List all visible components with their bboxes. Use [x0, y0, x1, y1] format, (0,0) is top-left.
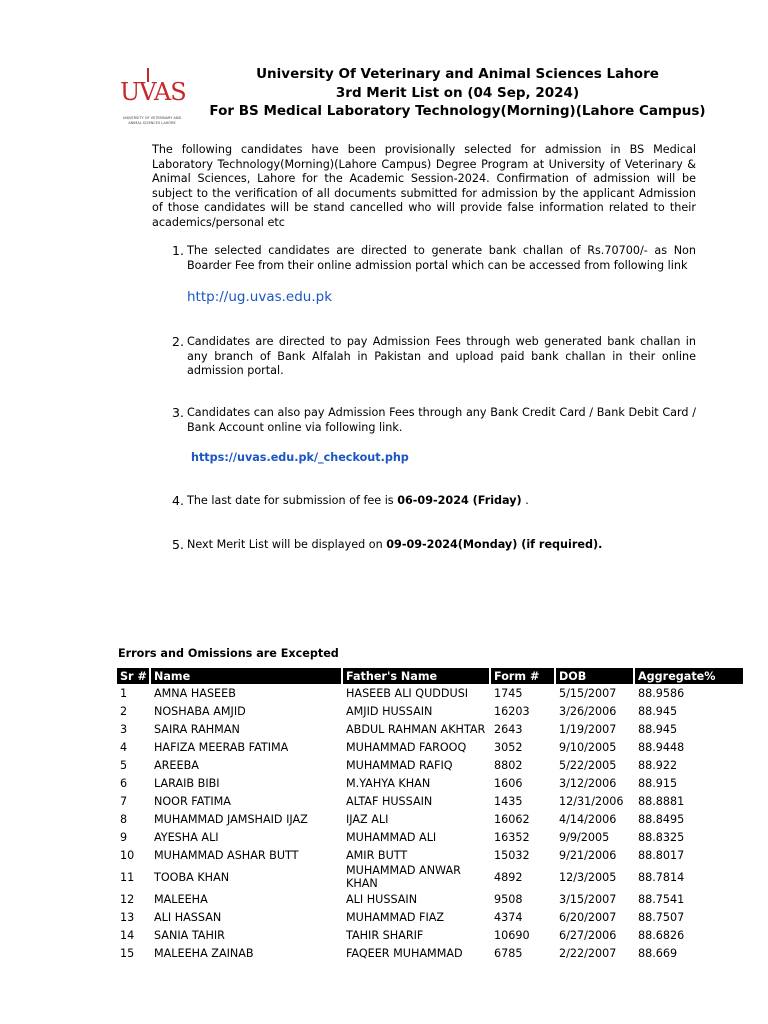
- cell-form: 1435: [494, 794, 523, 808]
- cell-aggregate: 88.669: [638, 946, 678, 960]
- cell-aggregate: 88.8881: [638, 794, 685, 808]
- cell-dob: 9/10/2005: [559, 740, 617, 754]
- cell-sr: 7: [120, 794, 128, 808]
- cell-sr: 8: [120, 812, 128, 826]
- cell-form: 3052: [494, 740, 523, 754]
- table-row: [117, 756, 743, 774]
- cell-sr: 13: [120, 910, 135, 924]
- cell-name: MUHAMMAD JAMSHAID IJAZ: [154, 812, 308, 826]
- cell-aggregate: 88.9448: [638, 740, 685, 754]
- cell-dob: 1/19/2007: [559, 722, 617, 736]
- program-title: For BS Medical Laboratory Technology(Morning)(Lahore Campus): [209, 103, 706, 119]
- cell-father-name: FAQEER MUHAMMAD: [346, 946, 463, 960]
- cell-dob: 9/21/2006: [559, 848, 617, 862]
- cell-dob: 12/31/2006: [559, 794, 624, 808]
- instruction-text: Next Merit List will be displayed on: [187, 538, 387, 551]
- table-row: [117, 702, 743, 720]
- table-row: [117, 944, 743, 962]
- uvas-logo: [120, 66, 184, 136]
- table-row: [117, 890, 743, 908]
- instruction-text: The selected candidates are directed to generate bank challan of Rs.70700/- as Non Boarder Fee from their online admission portal which can be accessed from following link: [187, 244, 696, 272]
- instruction-number: 4.: [172, 493, 184, 508]
- cell-aggregate: 88.6826: [638, 928, 685, 942]
- instruction-2: [172, 335, 696, 379]
- cell-aggregate: 88.922: [638, 758, 678, 772]
- instruction-text: Candidates are directed to pay Admission Fees through web generated bank challan in any branch of Bank Alfalah in Pakistan and upload paid bank challan in their online admission portal.: [187, 335, 696, 377]
- cell-dob: 6/20/2007: [559, 910, 617, 924]
- cell-dob: 3/15/2007: [559, 892, 617, 906]
- cell-name: MUHAMMAD ASHAR BUTT: [154, 848, 299, 862]
- instruction-number: 1.: [172, 243, 184, 258]
- errors-note: Errors and Omissions are Excepted: [118, 647, 339, 660]
- cell-form: 2643: [494, 722, 523, 736]
- cell-father-name: MUHAMMAD RAFIQ: [346, 758, 453, 772]
- cell-form: 9508: [494, 892, 523, 906]
- cell-name: TOOBA KHAN: [154, 870, 230, 884]
- cell-sr: 14: [120, 928, 135, 942]
- instruction-3: [172, 406, 696, 435]
- cell-dob: 9/9/2005: [559, 830, 610, 844]
- cell-name: AREEBA: [154, 758, 199, 772]
- header-sr: Sr #: [117, 668, 151, 684]
- header-aggregate: Aggregate%: [635, 668, 743, 684]
- cell-name: HAFIZA MEERAB FATIMA: [154, 740, 289, 754]
- cell-sr: 1: [120, 686, 128, 700]
- cell-sr: 6: [120, 776, 128, 790]
- instruction-4: [172, 494, 696, 509]
- cell-father-name: AMJID HUSSAIN: [346, 704, 433, 718]
- cell-sr: 12: [120, 892, 135, 906]
- cell-name: SAIRA RAHMAN: [154, 722, 240, 736]
- cell-sr: 4: [120, 740, 128, 754]
- table-row: [117, 846, 743, 864]
- cell-dob: 4/14/2006: [559, 812, 617, 826]
- cell-father-name: ALTAF HUSSAIN: [346, 794, 433, 808]
- cell-form: 16352: [494, 830, 530, 844]
- instruction-number: 2.: [172, 334, 184, 349]
- header-name: Name: [151, 668, 343, 684]
- cell-dob: 3/26/2006: [559, 704, 617, 718]
- instruction-text-end: .: [521, 494, 529, 507]
- cell-aggregate: 88.8325: [638, 830, 685, 844]
- cell-aggregate: 88.7814: [638, 870, 685, 884]
- cell-sr: 3: [120, 722, 128, 736]
- cell-form: 8802: [494, 758, 523, 772]
- cell-name: NOSHABA AMJID: [154, 704, 246, 718]
- cell-name: ALI HASSAN: [154, 910, 222, 924]
- table-row: [117, 684, 743, 702]
- cell-name: AYESHA ALI: [154, 830, 219, 844]
- cell-name: NOOR FATIMA: [154, 794, 231, 808]
- cell-aggregate: 88.8495: [638, 812, 685, 826]
- cell-father-name: AMIR BUTT: [346, 848, 408, 862]
- cell-father-name: MUHAMMAD ALI: [346, 830, 437, 844]
- cell-form: 4892: [494, 870, 523, 884]
- cell-sr: 5: [120, 758, 128, 772]
- table-row: [117, 720, 743, 738]
- cell-form: 1606: [494, 776, 523, 790]
- cell-aggregate: 88.945: [638, 704, 678, 718]
- cell-form: 6785: [494, 946, 523, 960]
- table-row: [117, 792, 743, 810]
- table-row: [117, 864, 743, 890]
- cell-dob: 2/22/2007: [559, 946, 617, 960]
- cell-aggregate: 88.8017: [638, 848, 685, 862]
- instruction-text: The last date for submission of fee is: [187, 494, 398, 507]
- cell-sr: 9: [120, 830, 128, 844]
- instruction-number: 5.: [172, 537, 184, 552]
- cell-father-name: MUHAMMAD FIAZ: [346, 910, 445, 924]
- cell-father-name: TAHIR SHARIF: [346, 928, 424, 942]
- cell-aggregate: 88.7507: [638, 910, 685, 924]
- instruction-number: 3.: [172, 405, 184, 420]
- table-row: [117, 926, 743, 944]
- header-form: Form #: [491, 668, 556, 684]
- cell-father-name: ALI HUSSAIN: [346, 892, 418, 906]
- table-row: [117, 810, 743, 828]
- intro-paragraph: The following candidates have been provisionally selected for admission in BS Medical Laboratory Technology(Morning)(Lahore Campus) Degree Program at University of Veterinary & Animal Sciences, Lahore for the Academic Session-2024. Confirmation of admission will be subject to the verification of all documents submitted for admission by the applicant Admission of those candidates will be stand cancelled who will provide false information related to their academics/personal etc: [152, 143, 696, 229]
- cell-form: 15032: [494, 848, 530, 862]
- cell-sr: 11: [120, 870, 135, 884]
- table-row: [117, 908, 743, 926]
- checkout-link[interactable]: https://uvas.edu.pk/_checkout.php: [191, 451, 409, 464]
- cell-name: AMNA HASEEB: [154, 686, 236, 700]
- next-merit-date: 09-09-2024(Monday) (if required).: [386, 538, 603, 551]
- cell-dob: 3/12/2006: [559, 776, 617, 790]
- cell-aggregate: 88.945: [638, 722, 678, 736]
- logo-text: UVAS: [120, 78, 186, 106]
- cell-aggregate: 88.915: [638, 776, 678, 790]
- header-dob: DOB: [556, 668, 635, 684]
- cell-sr: 10: [120, 848, 135, 862]
- table-header-row: [117, 668, 743, 684]
- cell-father-name: IJAZ ALI: [346, 812, 389, 826]
- merit-table: [117, 668, 743, 962]
- table-row: [117, 774, 743, 792]
- cell-father-name: MUHAMMAD FAROOQ: [346, 740, 467, 754]
- fee-deadline: 06-09-2024 (Friday): [397, 494, 522, 507]
- cell-name: LARAIB BIBI: [154, 776, 220, 790]
- logo-subtext: UNIVERSITY OF VETERINARY AND ANIMAL SCIENCES LAHORE: [122, 116, 182, 125]
- cell-dob: 12/3/2005: [559, 870, 617, 884]
- cell-father-name: HASEEB ALI QUDDUSI: [346, 686, 469, 700]
- table-row: [117, 828, 743, 846]
- cell-form: 4374: [494, 910, 523, 924]
- admission-portal-link[interactable]: http://ug.uvas.edu.pk: [187, 289, 333, 305]
- instruction-5: [172, 538, 696, 553]
- cell-name: SANIA TAHIR: [154, 928, 225, 942]
- instruction-1: [172, 244, 696, 273]
- cell-father-name: M.YAHYA KHAN: [346, 776, 431, 790]
- cell-form: 16203: [494, 704, 530, 718]
- cell-sr: 15: [120, 946, 135, 960]
- cell-sr: 2: [120, 704, 128, 718]
- cell-form: 1745: [494, 686, 523, 700]
- cell-form: 16062: [494, 812, 530, 826]
- cell-father-name: MUHAMMAD ANWAR KHAN: [346, 864, 461, 890]
- cell-dob: 5/15/2007: [559, 686, 617, 700]
- instruction-text: Candidates can also pay Admission Fees through any Bank Credit Card / Bank Debit Card / Bank Account online via following link.: [187, 406, 696, 434]
- cell-dob: 6/27/2006: [559, 928, 617, 942]
- cell-aggregate: 88.7541: [638, 892, 685, 906]
- cell-name: MALEEHA ZAINAB: [154, 946, 254, 960]
- cell-dob: 5/22/2005: [559, 758, 617, 772]
- table-row: [117, 738, 743, 756]
- cell-aggregate: 88.9586: [638, 686, 685, 700]
- merit-list-subtitle: 3rd Merit List on (04 Sep, 2024): [335, 85, 580, 101]
- header-father-name: Father's Name: [343, 668, 491, 684]
- cell-form: 10690: [494, 928, 530, 942]
- university-title: University Of Veterinary and Animal Sciences Lahore: [256, 66, 659, 82]
- cell-name: MALEEHA: [154, 892, 208, 906]
- cell-father-name: ABDUL RAHMAN AKHTAR: [346, 722, 486, 736]
